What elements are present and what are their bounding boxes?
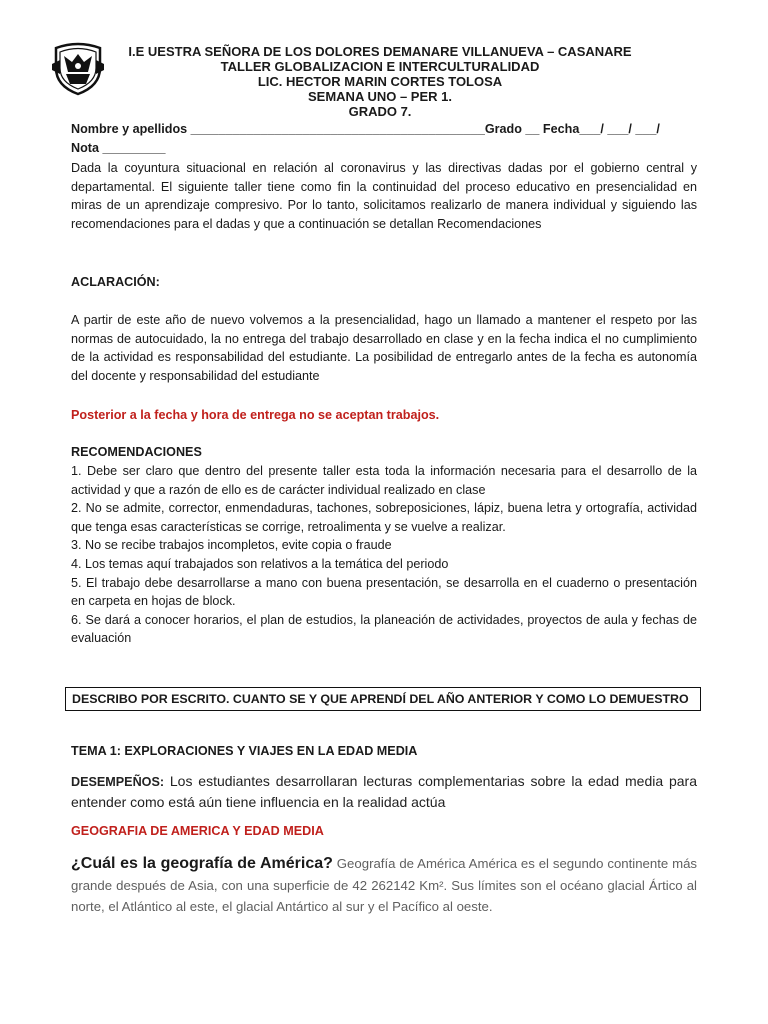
geography-paragraph xyxy=(71,853,697,918)
list-item: 2. No se admite, corrector, enmendaduras, tachones, sobreposiciones, lápiz, buena letra y ortografía, actividad que tenga esas características se corrige, retroalimenta y se vuelve a realizar. xyxy=(71,501,697,534)
list-item: 5. El trabajo debe desarrollarse a mano con buena presentación, se desarrolla en el cuaderno o presentación en carpeta en hojas de block. xyxy=(71,575,697,609)
teacher-name: LIC. HECTOR MARIN CORTES TOLOSA xyxy=(257,74,503,89)
recomendaciones-list xyxy=(71,462,697,648)
workshop-title: TALLER GLOBALIZACION E INTERCULTURALIDAD xyxy=(220,59,540,74)
topic-title: TEMA 1: EXPLORACIONES Y VIAJES EN LA EDAD MEDIA xyxy=(71,744,418,758)
desempenos-paragraph xyxy=(71,771,697,812)
writing-prompt-box: DESCRIBO POR ESCRITO. CUANTO SE Y QUE APRENDÍ DEL AÑO ANTERIOR Y COMO LO DEMUESTRO xyxy=(65,687,701,711)
aclaracion-title: ACLARACIÓN: xyxy=(71,275,160,289)
list-item: 1. Debe ser claro que dentro del presente taller esta toda la información necesaria para el desarrollo de la actividad y que a razón de ello es de carácter individual realizado en clase xyxy=(71,464,697,497)
document-header xyxy=(110,44,650,119)
grade-note-line: Nota _________ xyxy=(71,141,166,155)
school-name: I.E UESTRA SEÑORA DE LOS DOLORES DEMANARE VILLANUEVA – CASANARE xyxy=(128,44,632,59)
desempenos-text: Los estudiantes desarrollaran lecturas complementarias sobre la edad media para entender como está aún tiene influencia en la realidad actúa xyxy=(71,773,697,810)
list-item: 4. Los temas aquí trabajados son relativos a la temática del periodo xyxy=(71,556,449,571)
desempenos-label: DESEMPEÑOS: xyxy=(71,775,165,789)
aclaracion-paragraph: A partir de este año de nuevo volvemos a la presencialidad, hago un llamado a mantener el respeto por las normas de autocuidado, la no entrega del trabajo desarrollado en clase y en la fecha indica el no cumplimiento de la actividad es responsabilidad del estudiante. La posibilidad de entregarlo antes de la fecha es autonomía del docente y responsabilidad del estudiante xyxy=(71,313,697,383)
intro-paragraph: Dada la coyuntura situacional en relación al coronavirus y las directivas dadas por el gobierno central y departamental. El siguiente taller tiene como fin la continuidad del proceso educativo en presencialidad en miras de un aprendizaje compresivo. Por lo tanto, solicitamos realizarlo de manera individual y siguiendo las recomendaciones para el dadas y que a continuación se detallan Recomendaciones xyxy=(71,161,697,231)
list-item: 6. Se dará a conocer horarios, el plan de estudios, la planeación de actividades, proyectos de aula y fechas de evaluación xyxy=(71,612,697,646)
recomendaciones-title: RECOMENDACIONES xyxy=(71,445,202,459)
school-shield-icon xyxy=(50,40,106,96)
name-field-line: Nombre y apellidos __________________________________________Grado __ Fecha___/ ___/ ___/ xyxy=(71,122,660,136)
geography-question: ¿Cuál es la geografía de América? xyxy=(71,855,333,872)
week-label: SEMANA UNO – PER 1. xyxy=(308,89,452,104)
grade-label: GRADO 7. xyxy=(348,104,412,119)
geography-title: GEOGRAFIA DE AMERICA Y EDAD MEDIA xyxy=(71,824,324,838)
list-item: 3. No se recibe trabajos incompletos, evite copia o fraude xyxy=(71,538,392,553)
geography-text: Geografía de América América es el segundo continente más grande después de Asia, con una superficie de 42 262142 Km². Sus límites son el océano glacial Ártico al norte, el Atlántico al este, el glacial Antártico al sur y el Pacífico al oeste. xyxy=(71,856,697,914)
deadline-warning: Posterior a la fecha y hora de entrega no se aceptan trabajos. xyxy=(71,408,440,422)
